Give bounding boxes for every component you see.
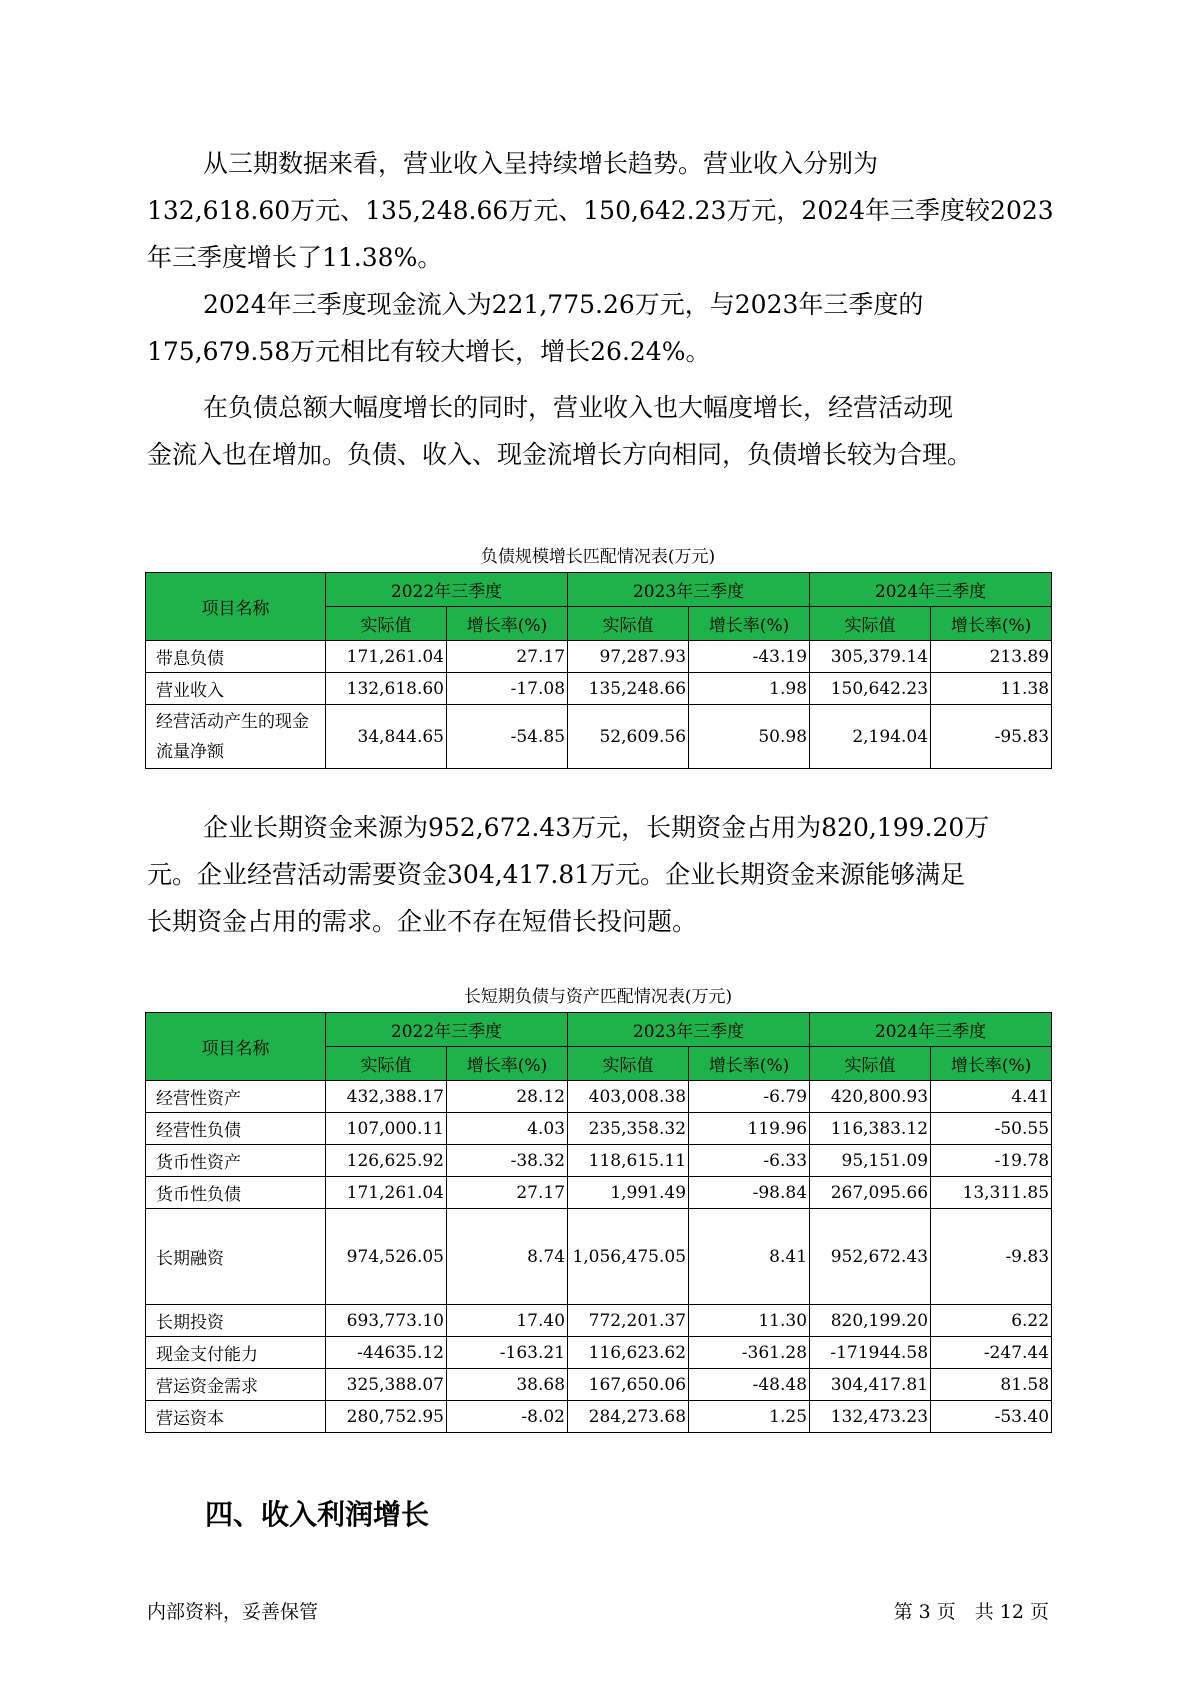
period-header: 2023年三季度 xyxy=(568,573,810,607)
cell-value: 8.74 xyxy=(447,1209,568,1305)
cell-value: -19.78 xyxy=(931,1145,1052,1177)
cell-value: 213.89 xyxy=(931,641,1052,673)
cell-value: 8.41 xyxy=(689,1209,810,1305)
cell-value: 28.12 xyxy=(447,1081,568,1113)
row-name: 货币性负债 xyxy=(146,1177,326,1209)
cell-value: 693,773.10 xyxy=(326,1305,447,1337)
cell-value: -171944.58 xyxy=(810,1337,931,1369)
table2-caption: 长短期负债与资产匹配情况表(万元) xyxy=(463,987,733,1007)
cell-value: 95,151.09 xyxy=(810,1145,931,1177)
paragraph-long-term-funds xyxy=(147,804,1049,945)
cell-value: 325,388.07 xyxy=(326,1369,447,1401)
cell-value: 304,417.81 xyxy=(810,1369,931,1401)
row-name: 经营性负债 xyxy=(146,1113,326,1145)
paragraph-revenue-trend xyxy=(147,140,1054,281)
cell-value: -9.83 xyxy=(931,1209,1052,1305)
table-row xyxy=(146,705,1052,769)
sub-header: 实际值 xyxy=(326,607,447,641)
sub-header: 增长率(%) xyxy=(447,1047,568,1081)
cell-value: 119.96 xyxy=(689,1113,810,1145)
section-heading: 四、收入利润增长 xyxy=(205,1498,430,1531)
cell-value: 305,379.14 xyxy=(810,641,931,673)
cell-value: 772,201.37 xyxy=(568,1305,689,1337)
sub-header: 实际值 xyxy=(326,1047,447,1081)
cell-value: 1,056,475.05 xyxy=(568,1209,689,1305)
table-row xyxy=(146,1337,1052,1369)
table-row xyxy=(146,1401,1052,1433)
cell-value: 235,358.32 xyxy=(568,1113,689,1145)
table-row xyxy=(146,1305,1052,1337)
footer-page-number: 第 3 页 共 12 页 xyxy=(893,1601,1049,1623)
cell-value: 11.30 xyxy=(689,1305,810,1337)
cell-value: -17.08 xyxy=(447,673,568,705)
table-row xyxy=(146,1081,1052,1113)
row-name: 长期融资 xyxy=(146,1209,326,1305)
cell-value: 50.98 xyxy=(689,705,810,769)
period-header: 2023年三季度 xyxy=(568,1013,810,1047)
cell-value: 267,095.66 xyxy=(810,1177,931,1209)
sub-header: 实际值 xyxy=(810,607,931,641)
cell-value: 81.58 xyxy=(931,1369,1052,1401)
period-header: 2024年三季度 xyxy=(810,573,1052,607)
cell-value: -98.84 xyxy=(689,1177,810,1209)
cell-value: -48.48 xyxy=(689,1369,810,1401)
cell-value: 820,199.20 xyxy=(810,1305,931,1337)
cell-value: 150,642.23 xyxy=(810,673,931,705)
table-row xyxy=(146,1177,1052,1209)
row-name: 营业收入 xyxy=(146,673,326,705)
cell-value: 13,311.85 xyxy=(931,1177,1052,1209)
sub-header: 增长率(%) xyxy=(931,607,1052,641)
cell-value: 132,618.60 xyxy=(326,673,447,705)
row-name: 营运资金需求 xyxy=(146,1369,326,1401)
cell-value: 171,261.04 xyxy=(326,641,447,673)
period-header: 2022年三季度 xyxy=(326,573,568,607)
row-name: 现金支付能力 xyxy=(146,1337,326,1369)
paragraph-line: 企业长期资金来源为952,672.43万元，长期资金占用为820,199.20万 xyxy=(203,813,990,842)
row-name: 带息负债 xyxy=(146,641,326,673)
sub-header: 增长率(%) xyxy=(447,607,568,641)
name-column-header: 项目名称 xyxy=(146,573,326,641)
cell-value: 1.98 xyxy=(689,673,810,705)
cell-value: -6.79 xyxy=(689,1081,810,1113)
paragraph-cash-inflow xyxy=(147,281,1049,375)
cell-value: -8.02 xyxy=(447,1401,568,1433)
cell-value: 280,752.95 xyxy=(326,1401,447,1433)
cell-value: 17.40 xyxy=(447,1305,568,1337)
cell-value: 132,473.23 xyxy=(810,1401,931,1433)
cell-value: 284,273.68 xyxy=(568,1401,689,1433)
sub-header: 实际值 xyxy=(568,607,689,641)
cell-value: 97,287.93 xyxy=(568,641,689,673)
paragraph-line: 132,618.60万元、135,248.66万元、150,642.23万元，2024年三季度较2023 xyxy=(147,196,1054,225)
cell-value: -247.44 xyxy=(931,1337,1052,1369)
cell-value: 403,008.38 xyxy=(568,1081,689,1113)
cell-value: 11.38 xyxy=(931,673,1052,705)
table1-caption: 负债规模增长匹配情况表(万元) xyxy=(480,547,716,567)
cell-value: 126,625.92 xyxy=(326,1145,447,1177)
sub-header: 增长率(%) xyxy=(931,1047,1052,1081)
cell-value: 4.03 xyxy=(447,1113,568,1145)
row-name: 经营性资产 xyxy=(146,1081,326,1113)
sub-header: 增长率(%) xyxy=(689,1047,810,1081)
cell-value: -50.55 xyxy=(931,1113,1052,1145)
paragraph-line: 长期资金占用的需求。企业不存在短借长投问题。 xyxy=(147,907,698,936)
row-name: 长期投资 xyxy=(146,1305,326,1337)
paragraph-line: 从三期数据来看，营业收入呈持续增长趋势。营业收入分别为 xyxy=(203,149,879,178)
table-row xyxy=(146,1209,1052,1305)
debt-growth-table xyxy=(145,572,1052,769)
cell-value: 432,388.17 xyxy=(326,1081,447,1113)
table-row xyxy=(146,1369,1052,1401)
cell-value: 171,261.04 xyxy=(326,1177,447,1209)
cell-value: 27.17 xyxy=(447,1177,568,1209)
cell-value: 118,615.11 xyxy=(568,1145,689,1177)
period-header: 2024年三季度 xyxy=(810,1013,1052,1047)
cell-value: -163.21 xyxy=(447,1337,568,1369)
cell-value: 952,672.43 xyxy=(810,1209,931,1305)
paragraph-debt-analysis xyxy=(147,384,1049,478)
paragraph-line: 元。企业经营活动需要资金304,417.81万元。企业长期资金来源能够满足 xyxy=(147,860,966,889)
cell-value: 167,650.06 xyxy=(568,1369,689,1401)
cell-value: 116,623.62 xyxy=(568,1337,689,1369)
cell-value: -38.32 xyxy=(447,1145,568,1177)
cell-value: 4.41 xyxy=(931,1081,1052,1113)
cell-value: -95.83 xyxy=(931,705,1052,769)
table-row xyxy=(146,1145,1052,1177)
asset-liability-table xyxy=(145,1012,1052,1433)
paragraph-line: 175,679.58万元相比有较大增长，增长26.24%。 xyxy=(147,337,711,366)
sub-header: 增长率(%) xyxy=(689,607,810,641)
cell-value: 135,248.66 xyxy=(568,673,689,705)
paragraph-line: 2024年三季度现金流入为221,775.26万元，与2023年三季度的 xyxy=(203,290,924,319)
cell-value: 2,194.04 xyxy=(810,705,931,769)
cell-value: 1,991.49 xyxy=(568,1177,689,1209)
cell-value: 116,383.12 xyxy=(810,1113,931,1145)
row-name: 营运资本 xyxy=(146,1401,326,1433)
period-header: 2022年三季度 xyxy=(326,1013,568,1047)
table-row xyxy=(146,641,1052,673)
paragraph-line: 在负债总额大幅度增长的同时，营业收入也大幅度增长，经营活动现 xyxy=(203,393,954,422)
cell-value: -44635.12 xyxy=(326,1337,447,1369)
name-column-header: 项目名称 xyxy=(146,1013,326,1081)
cell-value: -43.19 xyxy=(689,641,810,673)
cell-value: -53.40 xyxy=(931,1401,1052,1433)
cell-value: 107,000.11 xyxy=(326,1113,447,1145)
cell-value: 52,609.56 xyxy=(568,705,689,769)
row-name: 货币性资产 xyxy=(146,1145,326,1177)
cell-value: 6.22 xyxy=(931,1305,1052,1337)
table-row xyxy=(146,673,1052,705)
sub-header: 实际值 xyxy=(810,1047,931,1081)
cell-value: 1.25 xyxy=(689,1401,810,1433)
footer-confidential-note: 内部资料，妥善保管 xyxy=(147,1601,319,1623)
row-name: 经营活动产生的现金流量净额 xyxy=(146,705,326,769)
table-row xyxy=(146,1113,1052,1145)
cell-value: 27.17 xyxy=(447,641,568,673)
cell-value: -361.28 xyxy=(689,1337,810,1369)
cell-value: 38.68 xyxy=(447,1369,568,1401)
cell-value: 420,800.93 xyxy=(810,1081,931,1113)
cell-value: 974,526.05 xyxy=(326,1209,447,1305)
sub-header: 实际值 xyxy=(568,1047,689,1081)
paragraph-line: 年三季度增长了11.38%。 xyxy=(147,243,443,272)
cell-value: -54.85 xyxy=(447,705,568,769)
cell-value: -6.33 xyxy=(689,1145,810,1177)
paragraph-line: 金流入也在增加。负债、收入、现金流增长方向相同，负债增长较为合理。 xyxy=(147,440,973,469)
cell-value: 34,844.65 xyxy=(326,705,447,769)
